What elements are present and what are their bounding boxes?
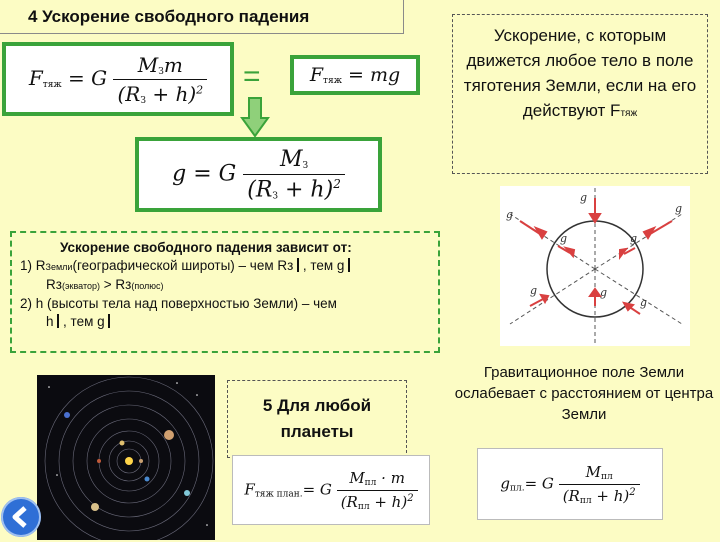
formula-g-box [135,137,382,212]
formula-weight-box [290,55,420,95]
back-button[interactable] [1,497,41,537]
svg-text:g: g [506,208,514,221]
down-small-arrow-icon [348,258,350,272]
back-arrow-icon [1,497,41,537]
down-small-arrow-icon [108,314,110,328]
gravity-field-caption: Гравитационное поле Земли ослабевает с расстоянием от центра Земли [454,364,714,423]
definition-box: Ускорение, с которым движется любое тело в поле тяготения Земли, если на его действуют Fтяж [452,14,708,174]
svg-text:g: g [560,232,568,245]
formula-planet-g-box [477,448,663,520]
gravity-field-diagram [500,186,690,346]
formula-g: g = G $\frac{M_З}{(R_З + h)^2}$ [172,147,345,202]
formula-planet-force: $F_{тяж план.}= G$ $\frac{M_{пл} \cdot m}{(R_{пл} + h)^2}$ [244,469,417,512]
planet-section-title: 5 Для любой планеты [262,396,372,441]
svg-text:g: g [530,284,538,297]
dependence-item-1: 1) RЗемли(географической широты) – чем Rз , тем g [20,257,430,276]
up-arrow-icon [297,258,299,272]
section-title-4: 4 Ускорение свободного падения [0,0,404,34]
dependence-item-1-line-2: Rз(экватор) > Rз(полюс) [46,277,164,292]
svg-text:g: g [675,202,683,215]
formula-gravity-force-box [2,42,234,116]
formula-planet-g: $g_{пл.}= G$ $\frac{M_{пл}}{(R_{пл} + h)^2}$ [500,463,639,506]
formula-planet-force-box [232,455,430,525]
dependence-item-2-line-2: h , тем g [20,313,430,331]
dependence-heading: Ускорение свободного падения зависит от: [60,240,352,255]
svg-text:g: g [630,232,638,245]
svg-text:g: g [600,286,608,299]
planet-section-box [227,380,407,458]
up-arrow-icon [57,314,59,328]
formula-gravity-force: $F_{тяж} = G$ $\frac{M_Зm}{(R_З + h)^2}$ [29,53,207,106]
solar-system-image [37,375,215,540]
dependence-item-2: 2) h (высоты тела над поверхностью Земли) – чем [20,296,337,311]
vector-label: g [580,191,588,204]
equals-sign: = [243,60,261,93]
down-arrow-icon [240,96,270,138]
dependence-box [10,231,440,353]
svg-text:g: g [640,296,648,309]
definition-text: Ускорение, с которым движется любое тело в поле тяготения Земли, если на его действуют F [463,26,697,120]
formula-weight: $F_{тяж}$ = mg [309,64,401,86]
